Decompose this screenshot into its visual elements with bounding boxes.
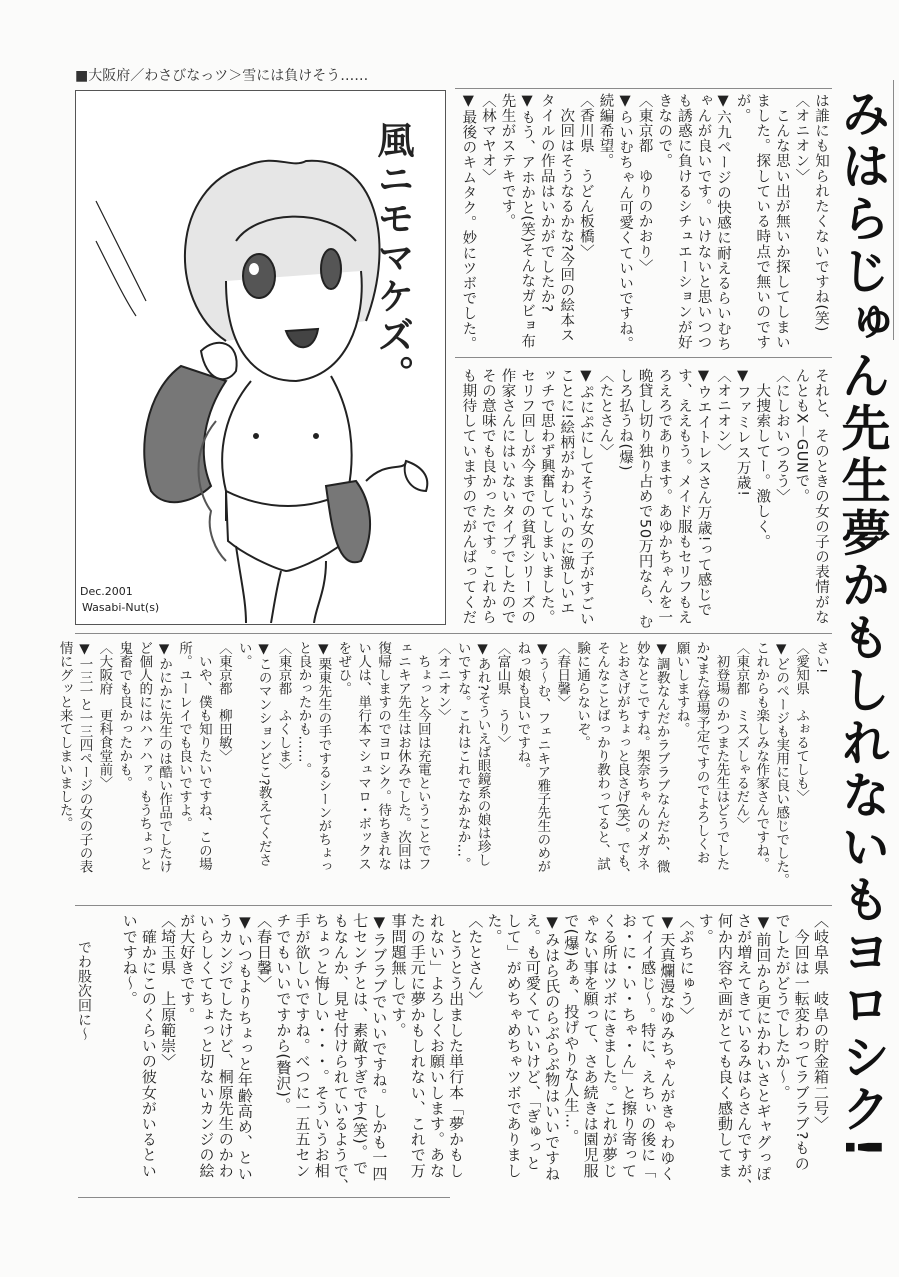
- farewell-text: でわ股次回に～: [76, 940, 92, 1042]
- letter-column: 〈東京都 ミスズしゃるだん〉: [733, 641, 750, 830]
- letter-column: い人は、単行本マシュマロ・ボックス: [355, 641, 372, 871]
- letter-column: 〈東京都 柳田敏〉: [215, 641, 232, 763]
- letter-column: さが増えてきているみはらさんですが、: [735, 913, 754, 1194]
- section-header: ■大阪府／わさびなっツ＞雪には負けそう……: [75, 68, 369, 84]
- letter-column: が。: [734, 93, 751, 124]
- letter-column: れない」よろしくお願いします。あな: [427, 913, 446, 1179]
- letter-column: さい!: [813, 641, 829, 674]
- letter-column: 晩貸し切り独り占めで50万円なら、む: [636, 368, 653, 630]
- letter-column: た。: [485, 913, 504, 945]
- letter-column: その意味でも良かったです。これから: [479, 368, 496, 625]
- letter-column: そんなことばっかり教わってると、試: [594, 641, 611, 871]
- divider: [455, 88, 832, 89]
- letter-column: ▼かにかに先生のは酷い作品でしたけ: [156, 641, 173, 873]
- letter-column: とおさげがちょっと良さげ(笑)。でも、: [613, 641, 630, 882]
- letter-column: ▼あれ?そういえば眼鏡系の娘は珍し: [474, 641, 491, 867]
- letter-column: ェニキア先生はお休みでした。次回は: [394, 641, 411, 871]
- letter-column: チでもいいですから(贅沢)。: [274, 913, 293, 1114]
- letter-column: 鬼畜でも良かったかも。: [116, 641, 133, 790]
- letter-column: ろえろであります。あゆかちゃんを一: [656, 368, 673, 625]
- letter-column: 〈岐阜県 岐阜の貯金箱二号〉: [812, 913, 830, 1132]
- letter-column: 〈東京都 ふくしま〉: [275, 641, 292, 776]
- letters-block-2: [458, 368, 830, 636]
- letter-column: ▼ウエイトレスさん万歳!って感じで: [695, 368, 712, 618]
- letter-column: ゃんが良いです。いけないと思いつつ: [695, 93, 712, 350]
- letter-column: え。も可愛くていいけど、「ぎゅっと: [523, 913, 542, 1171]
- letter-column: とうとう出ました単行本「夢かもし: [447, 913, 466, 1179]
- letter-column: ▼栗東先生の手でするシーンがちょっ: [315, 641, 332, 873]
- illustration-caption: 風ニモマケズ。: [371, 121, 414, 394]
- letter-column: 〈オニオン〉: [793, 93, 810, 184]
- letter-column: いらしくてちょっと切ないカンジの絵: [197, 913, 216, 1179]
- letter-column: それと、そのときの女の子の表情がな: [813, 368, 829, 625]
- letter-column: タイルの作品はいかがでしたか?: [538, 93, 555, 313]
- letter-column: ▼もう、アホかと(笑)そんなガビョ布: [519, 93, 536, 349]
- letter-column: も期待していますのでがんばってくだ: [460, 368, 477, 625]
- letter-column: して」がめちゃめちゃツボでありまし: [504, 913, 523, 1179]
- letter-column: ゃない事を願って、さあ続きは園児服: [581, 913, 600, 1179]
- letter-column: ▼ファミレス万歳!: [734, 368, 751, 497]
- letter-column: たの手元に夢かもしれない、これで万: [408, 913, 427, 1179]
- letter-column: ▼六九ページの快感に耐えるらいむち: [715, 93, 732, 352]
- letter-column: か?また登場予定ですのでよろしくお: [693, 641, 710, 865]
- letter-column: で(爆)あぁ、投げやりな人生…。: [562, 913, 581, 1145]
- letter-column: お・に・い・ちゃ・ん」と擦り寄って: [619, 913, 638, 1179]
- divider: [75, 905, 832, 906]
- letter-column: 〈埼玉県 上原範崇〉: [159, 913, 178, 1069]
- letter-column: 今回は一転変わってラブラブ?もの: [792, 913, 811, 1172]
- letter-column: 次回はそうなるかな?今回の絵本ス: [558, 93, 575, 343]
- illustration-signature: Wasabi-Nut(s): [82, 601, 160, 614]
- letter-column: んともX－GUNで。: [793, 368, 810, 504]
- letter-column: いですね～。: [120, 913, 139, 1007]
- letters-block-1: [458, 93, 830, 361]
- letter-column: をぜひ。: [335, 641, 352, 695]
- letter-column: ちょっと今回は充電ということでフ: [414, 641, 431, 871]
- letter-column: うカンジでしたけど、桐原先生のかわ: [216, 913, 235, 1179]
- letter-column: 七センチとは、素敵すぎです(笑)。で: [351, 913, 370, 1176]
- letter-column: 事問題無しです。: [389, 913, 408, 1038]
- letter-column: ▼前回から更にかわいさとギャグっぽ: [754, 913, 773, 1182]
- letter-column: ▼ラブラブでいいですね。しかも一四: [370, 913, 389, 1182]
- letter-column: 〈オニオン〉: [715, 368, 732, 459]
- letter-column: 〈たとさん〉: [597, 368, 614, 459]
- letter-column: 確かにこのくらいの彼女がいるとい: [139, 913, 158, 1179]
- letter-column: でしたがどうでしたか～。: [773, 913, 792, 1101]
- letter-column: ました。探している時点で無いのです: [754, 93, 771, 350]
- letter-column: 情にグッと来てしまいました。: [56, 641, 73, 830]
- divider: [78, 1197, 450, 1198]
- letter-column: 〈大阪府 更科食堂前〉: [96, 641, 113, 790]
- letter-column: ▼いつもよりちょっと年齢高め、とい: [235, 913, 254, 1182]
- letter-column: 〈香川県 うどん板橋〉: [577, 93, 594, 260]
- letter-column: 〈春日馨〉: [255, 913, 274, 991]
- letter-column: 験に通らないぞ。: [574, 641, 591, 749]
- letter-column: いですな。これはこれでなかなか…。: [454, 641, 471, 871]
- letter-column: 復帰しますのでヨロシク。待ちきれな: [375, 641, 392, 871]
- letter-column: 続編希望。: [597, 93, 614, 169]
- letter-column: 先生がステキです。: [499, 93, 516, 229]
- letter-column: 何か内容や画がとても良く感動してま: [715, 913, 734, 1179]
- letter-column: ▼最後のキムタク。妙にツボでした。: [460, 93, 477, 352]
- letter-column: が大好きです。: [178, 913, 197, 1023]
- letter-column: ッチで思わず興奮してしまいました。: [538, 368, 555, 625]
- letter-column: 〈たとさん〉: [466, 913, 485, 1007]
- letter-column: ▼らいむちゃん可愛くていいですね。: [617, 93, 634, 352]
- letter-column: くる所はツボにきました。これが夢じ: [600, 913, 619, 1179]
- letter-column: ▼う～む、フェニキア雅子先生のめが: [534, 641, 551, 873]
- letter-column: は誰にも知られたくないですね(笑): [813, 93, 829, 333]
- letter-column: 作家さんにはいないタイプでしたので: [499, 368, 516, 625]
- letter-column: 手が欲しいですね。べつに一五五セン: [293, 913, 312, 1179]
- letter-column: 大捜索してー。激しく。: [754, 368, 771, 550]
- letter-column: 所。ユーレイでも良いですよ。: [176, 641, 192, 830]
- letter-column: ▼みはら氏のらぶらぶ物はいいですね: [543, 913, 562, 1182]
- letters-block-4: [110, 913, 830, 1193]
- divider: [893, 80, 894, 340]
- letter-column: セリフ回しが今までの貧乳シリーズの: [519, 368, 536, 625]
- letter-column: ▼ぷにぷにしてそうな女の子がすごい: [577, 368, 594, 627]
- letter-column: 〈東京都 ゆりのかおり〉: [636, 93, 653, 275]
- letter-column: す。: [696, 913, 715, 945]
- letter-column: きなので。: [656, 93, 673, 169]
- letter-column: ど個人的にはハァハァ。もうちょっと: [136, 641, 153, 871]
- letter-column: こんな思い出が無いか探してしまい: [773, 93, 790, 350]
- letter-column: 〈林マヤオ〉: [479, 93, 496, 184]
- letter-column: ▼天真爛漫なゆみちゃんがきゃわゆく: [658, 913, 677, 1182]
- letter-column: ▼どのページも実用に良い感じでした。: [773, 641, 790, 887]
- letter-column: す、ええもう。メイド服もセリフもえ: [675, 368, 692, 625]
- letter-column: 〈富山県 うり〉: [494, 641, 511, 749]
- letter-column: ▼このマンションどこ?教えてくださ: [255, 641, 272, 867]
- letter-column: 〈ぷちにゅう〉: [677, 913, 696, 1023]
- letter-column: ▼調教なんだかラブラブなんだか、微: [653, 641, 670, 873]
- letter-column: 初登場のかつまた先生はどうでした: [713, 641, 730, 871]
- letter-column: ちょっと悔しい・・・。そういうお相: [312, 913, 331, 1179]
- letters-block-3: [56, 641, 830, 887]
- letter-column: と良かったかも……。: [295, 641, 312, 776]
- letter-column: 〈にしおいつろう〉: [773, 368, 790, 504]
- letter-column: ねっ娘も良いですね。: [514, 641, 531, 776]
- letter-column: ことに!絵柄がかわいいのに激しいエ: [558, 368, 575, 617]
- letter-column: しろ払うね(爆): [617, 368, 634, 472]
- illustration-date: Dec.2001: [80, 585, 133, 598]
- letter-column: 〈春日馨〉: [554, 641, 571, 709]
- letter-column: 妙なとこですね。架奈ちゃんのメガネ: [633, 641, 650, 871]
- letter-column: これからも楽しみな作家さんですね。: [753, 641, 770, 871]
- letter-column: 〈オニオン〉: [434, 641, 451, 722]
- letter-column: 願いしますね。: [673, 641, 690, 736]
- page-title: みはらじゅん先生夢かもしれないもヨロシク!: [834, 88, 891, 1162]
- letter-column: も誘惑に負けるシチュエーションが好: [675, 93, 692, 350]
- letter-column: もなんか、見せ付けられているようで、: [331, 913, 350, 1194]
- letter-column: い。: [235, 641, 252, 668]
- letter-column: 〈愛知県 ふぉるてしも〉: [793, 641, 810, 803]
- letter-column: いや、僕も知りたいですね、この場: [195, 641, 212, 871]
- letter-column: てイイ感じ～。特に、えちぃの後に「: [639, 913, 658, 1179]
- letter-column: ▼一三一と一三四ページの女の子の表: [76, 641, 93, 873]
- illustration: [75, 90, 446, 625]
